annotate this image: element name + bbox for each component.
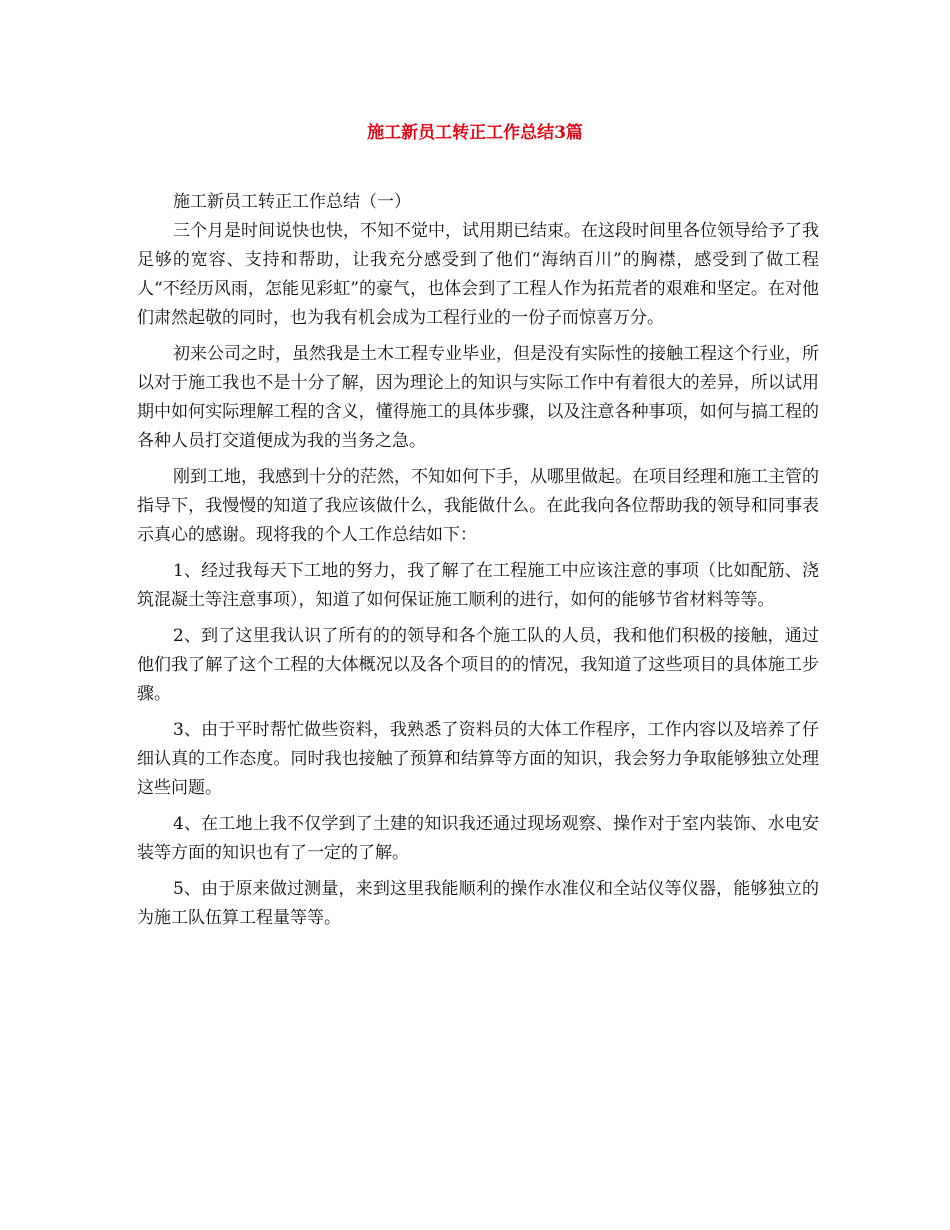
summary-item-3: 3、由于平时帮忙做些资料，我熟悉了资料员的大体工作程序，工作内容以及培养了仔细认真的工作态度。同时我也接触了预算和结算等方面的知识，我会努力争取能够独立处理这些问题。 (137, 720, 819, 798)
paragraph-intro: 三个月是时间说快也快，不知不觉中，试用期已结束。在这段时间里各位领导给予了我足够的宽容、支持和帮助，让我充分感受到了他们“海纳百川”的胸襟，感受到了做工程人“不经历风雨，怎能见彩虹”的豪气，也体会到了工程人作为拓荒者的艰难和坚定。在对他们肃然起敬的同时，也为我有机会成为工程行业的一份子而惊喜万分。 (137, 221, 819, 328)
summary-item-4: 4、在工地上我不仅学到了土建的知识我还通过现场观察、操作对于室内装饰、水电安装等方面的知识也有了一定的了解。 (137, 814, 819, 863)
paragraph-arrival: 刚到工地，我感到十分的茫然，不知如何下手，从哪里做起。在项目经理和施工主管的指导下，我慢慢的知道了我应该做什么，我能做什么。在此我向各位帮助我的领导和同事表示真心的感谢。现将我的个人工作总结如下： (137, 467, 819, 545)
section-heading: 施工新员工转正工作总结（一） (173, 192, 411, 212)
summary-item-1: 1、经过我每天下工地的努力，我了解了在工程施工中应该注意的事项（比如配筋、浇筑混凝土等注意事项），知道了如何保证施工顺利的进行，如何的能够节省材料等等。 (137, 561, 819, 610)
document-body (137, 188, 819, 940)
summary-item-2: 2、到了这里我认识了所有的的领导和各个施工队的人员，我和他们积极的接触，通过他们我了解了这个工程的大体概况以及各个项目的的情况，我知道了这些项目的具体施工步骤。 (137, 626, 819, 704)
paragraph-background: 初来公司之时，虽然我是土木工程专业毕业，但是没有实际性的接触工程这个行业，所以对于施工我也不是十分了解，因为理论上的知识与实际工作中有着很大的差异，所以试用期中如何实际理解工程的含义，懂得施工的具体步骤，以及注意各种事项，如何与搞工程的各种人员打交道便成为我的当务之急。 (137, 344, 819, 451)
document-title: 施工新员工转正工作总结3篇 (367, 123, 583, 143)
summary-item-5: 5、由于原来做过测量，来到这里我能顺利的操作水准仪和全站仪等仪器，能够独立的为施工队伍算工程量等等。 (137, 879, 819, 928)
